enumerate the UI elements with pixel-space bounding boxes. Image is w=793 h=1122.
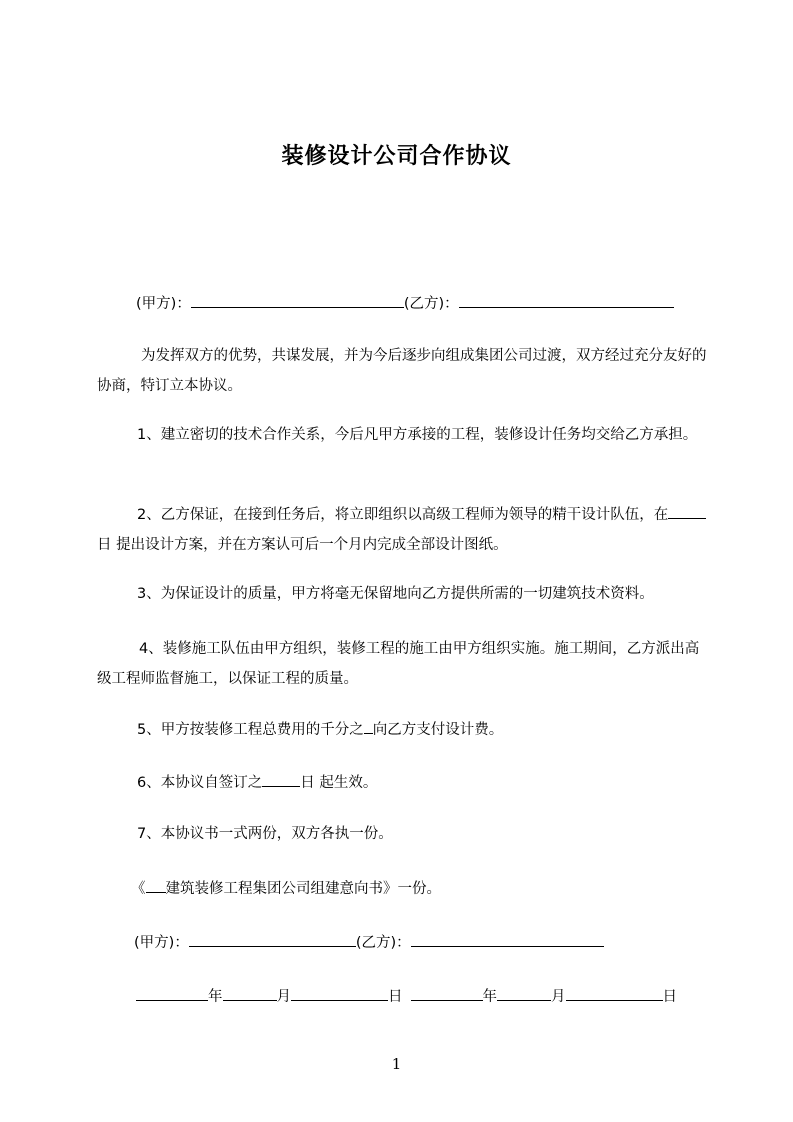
clause-1: 1、建立密切的技术合作关系，今后凡甲方承接的工程，装修设计任务均交给乙方承担。: [137, 427, 698, 443]
clause-5-text-b: 向乙方支付设计费。: [372, 722, 504, 738]
clause-2-blank: [668, 503, 706, 519]
clause-6-text-a: 6、本协议自签订之: [137, 775, 263, 791]
signature-party-line: [134, 931, 604, 953]
clause-6: [137, 771, 377, 793]
attachment-text-b: 建筑装修工程集团公司组建意向书》一份。: [165, 881, 441, 897]
attachment-text-a: 《: [131, 881, 146, 897]
sign-party-a-label: (甲方)：: [134, 935, 189, 951]
header-party-b-label: (乙方)：: [403, 296, 459, 312]
clause-3: 3、为保证设计的质量，甲方将毫无保留地向乙方提供所需的一切建筑技术资料。: [137, 586, 654, 602]
date-b-day-blank: [566, 985, 663, 1001]
sign-party-b-blank: [411, 931, 604, 947]
clause-6-blank: [262, 771, 300, 787]
party-b-blank: [459, 292, 674, 308]
sign-party-b-label: (乙方)：: [355, 935, 411, 951]
date-a-month-label: 月: [276, 989, 291, 1005]
clause-5-text-a: 5、甲方按装修工程总费用的千分之: [137, 722, 364, 738]
header-party-a-label: (甲方)：: [136, 296, 191, 312]
clause-2-text-b: 日 提出设计方案，并在方案认可后一个月内完成全部设计图纸。: [97, 537, 508, 553]
signature-date-line: [136, 985, 677, 1007]
clause-2: [97, 500, 711, 560]
clause-6-text-b: 日 起生效。: [300, 775, 378, 791]
intro-paragraph: 为发挥双方的优势，共谋发展，并为今后逐步向组成集团公司过渡，双方经过充分友好的协商，特订立本协议。: [97, 348, 707, 394]
date-b-day-label: 日: [662, 989, 677, 1005]
date-a-day-label: 日: [388, 989, 403, 1005]
date-b-month-blank: [497, 985, 551, 1001]
clause-4: 4、装修施工队伍由甲方组织，装修工程的施工由甲方组织实施。施工期间，乙方派出高级工程师监督施工，以保证工程的质量。: [97, 641, 700, 687]
date-b-year-label: 年: [482, 989, 497, 1005]
date-a-year-blank: [136, 985, 208, 1001]
clause-5: [137, 718, 503, 740]
sign-party-a-blank: [189, 931, 356, 947]
date-a-day-blank: [291, 985, 388, 1001]
date-b-year-blank: [411, 985, 483, 1001]
date-a-month-blank: [223, 985, 277, 1001]
header-party-line: [136, 292, 674, 314]
clause-7: 7、本协议书一式两份，双方各执一份。: [137, 826, 393, 842]
date-a-year-label: 年: [208, 989, 223, 1005]
date-b-month-label: 月: [551, 989, 566, 1005]
clause-2-text-a: 2、乙方保证，在接到任务后，将立即组织以高级工程师为领导的精干设计队伍，在: [137, 507, 669, 523]
page-title: 装修设计公司合作协议: [281, 144, 512, 169]
clause-5-blank: [364, 718, 373, 734]
attachment-line: [131, 877, 441, 899]
page-number: 1: [391, 1055, 402, 1073]
party-a-blank: [191, 292, 404, 308]
attachment-blank: [146, 877, 166, 893]
